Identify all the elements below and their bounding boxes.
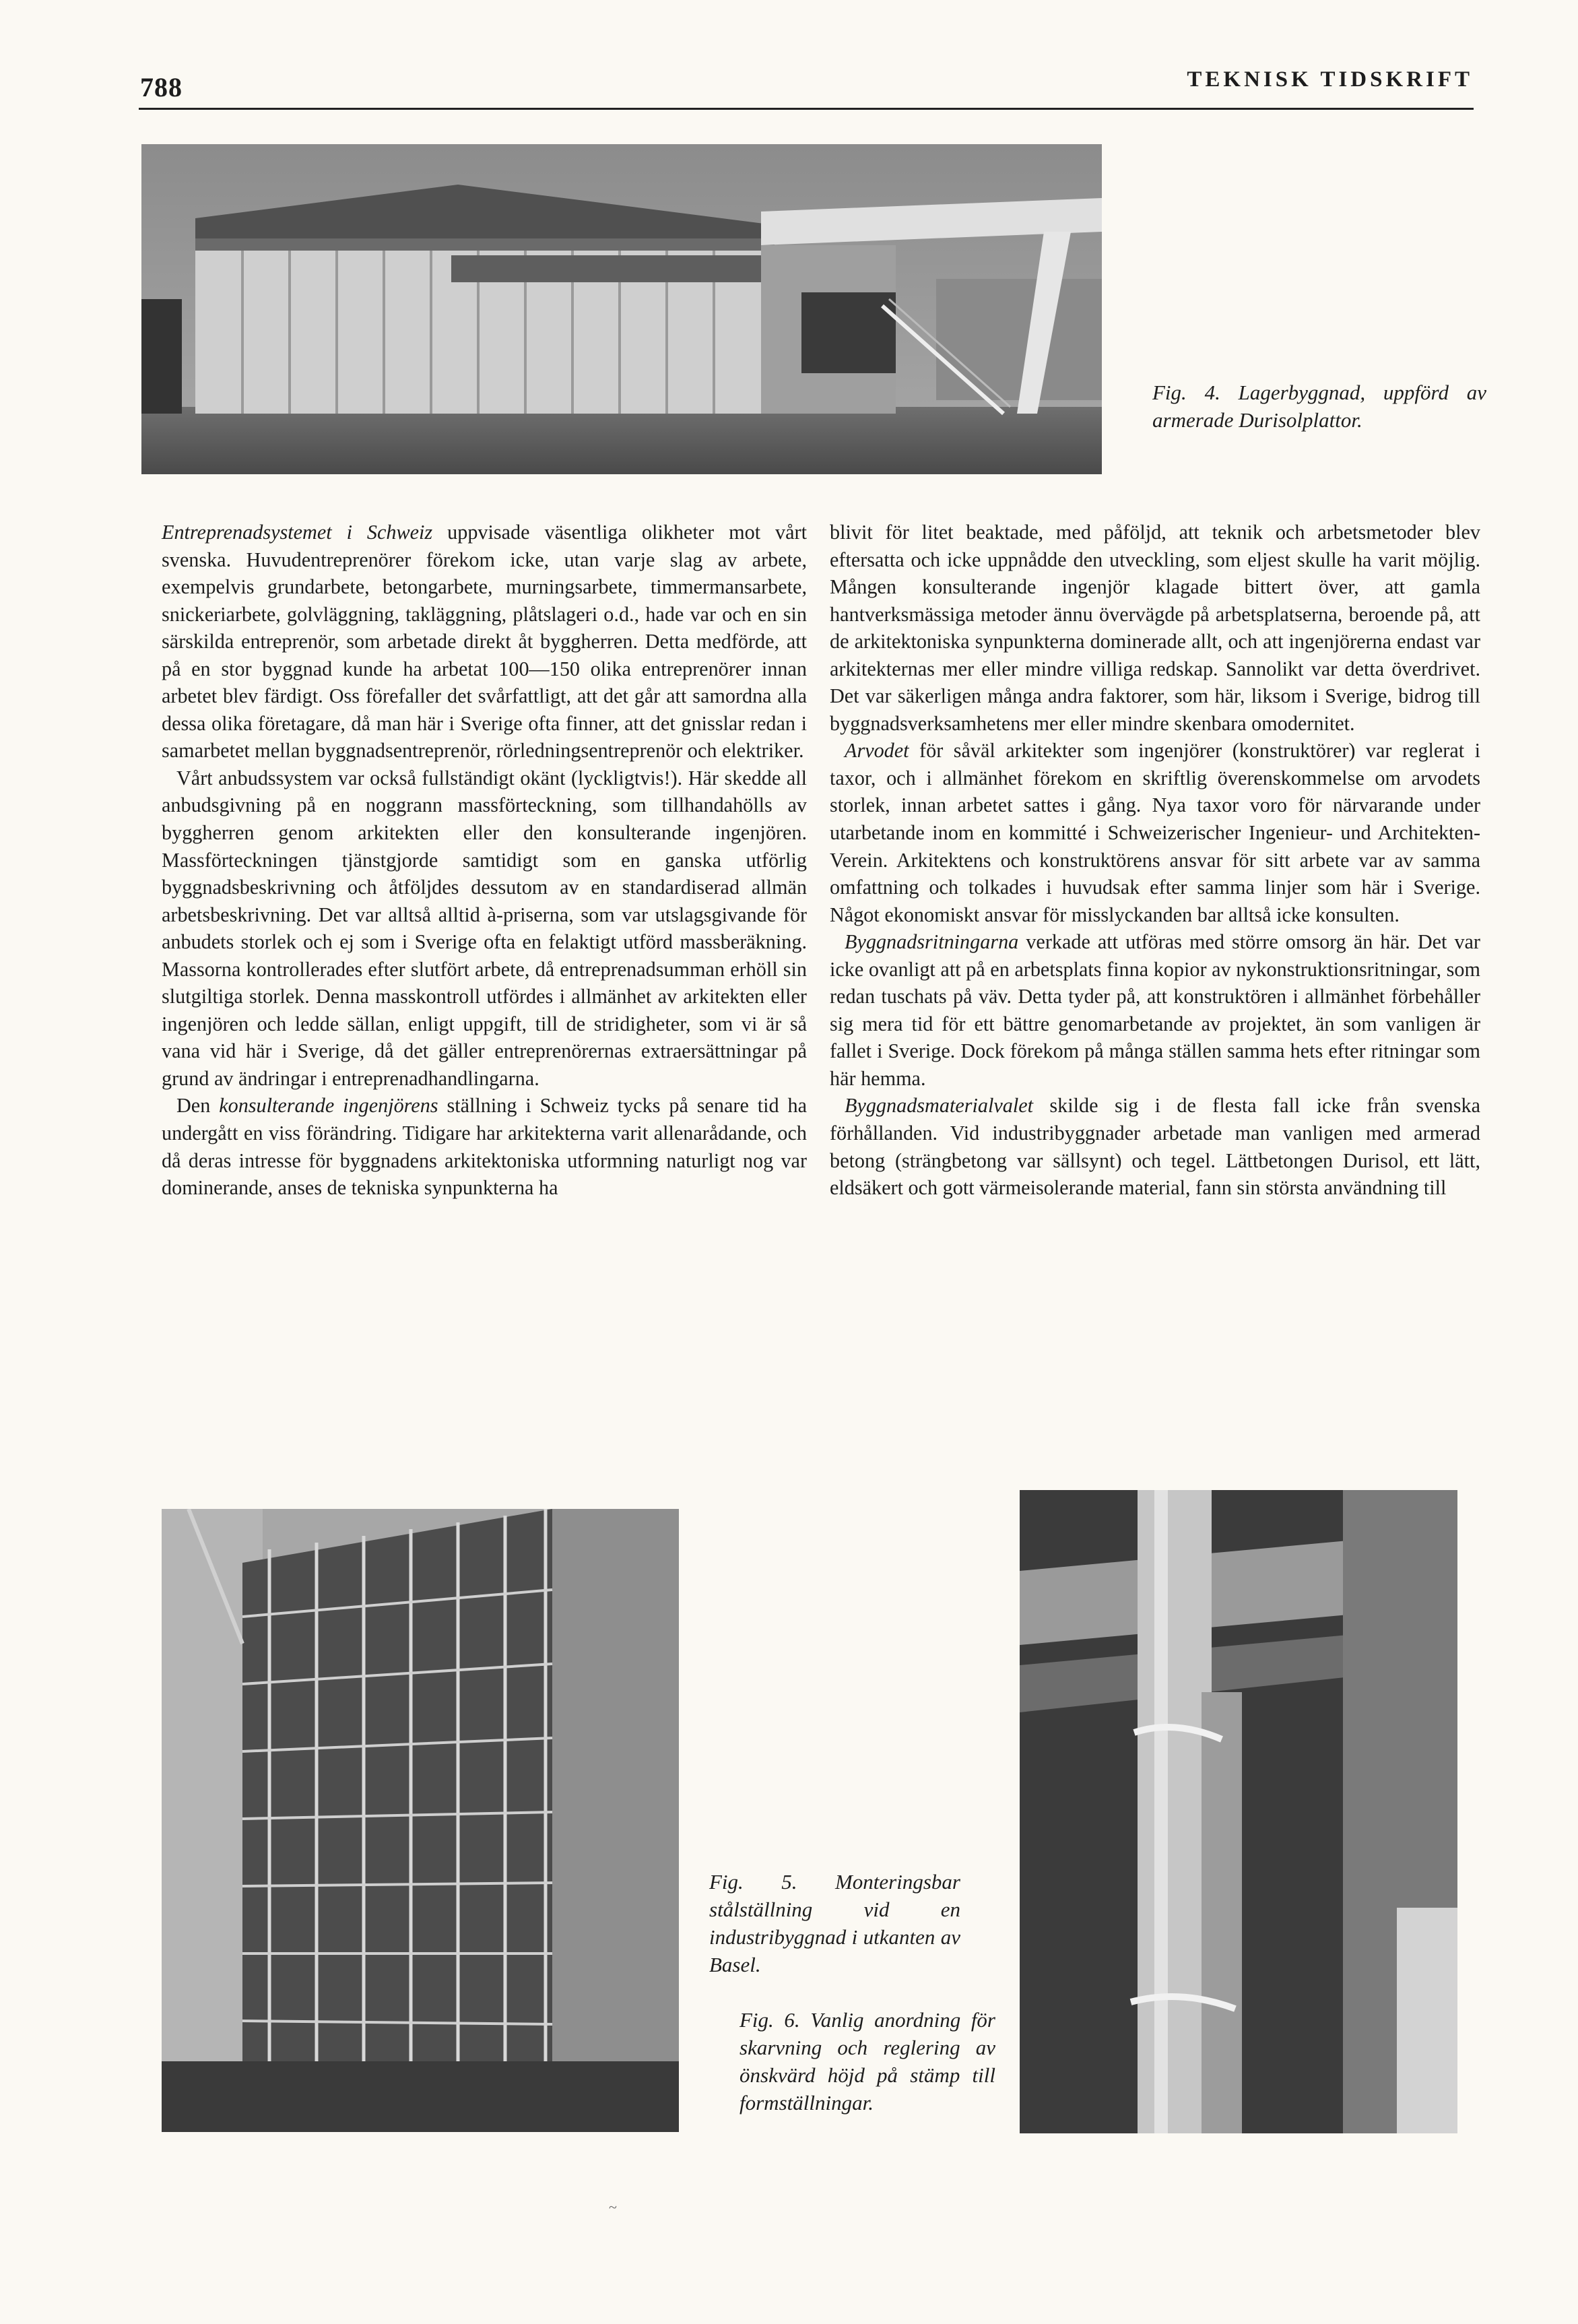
paragraph-text: ställning i Schweiz tycks på senare tid ha undergått en viss förändring. Tidigare har arkitekterna varit allenarådande, och då deras intresse för byggnadens arkitektoniska utformning naturligt nog var dominerande, anses de tekniska synpunkterna ha (162, 1094, 808, 1200)
paragraph: blivit för litet beaktade, med påföljd, att teknik och arbetsmetoder blev eftersatta och icke uppnådde den utveckling, som eljest skulle ha varit möjlig. Mången konsulterande ingenjör klagade bittert över, att gamla hantverksmässiga metoder ännu övervägde på arbetsplatserna, beroende på, att de arkitektoniska synpunkterna dominerade allt, och att ingenjörerna endast var arkitekternas mer eller mindre villiga redskap. Sannolikt var detta överdrivet. Det var säkerligen många andra faktorer, som här, liksom i Sverige, bidrog till byggnadsverksamhetens mer eller mindre skenbara omodernitet. (830, 521, 1480, 735)
section-lead: Entreprenadsystemet i Schweiz (162, 521, 433, 544)
text-column-right (830, 519, 1480, 1202)
paragraph (162, 1092, 807, 1201)
fig5-scaffolding-photo (162, 1509, 679, 2132)
paragraph (830, 1092, 1480, 1201)
fig6-caption: Fig. 6. Vanlig anordning för skarvning och reglering av önskvärd höjd på stämp till formställningar. (739, 2008, 995, 2115)
fig5-caption: Fig. 5. Monteringsbar stålställning vid en industribyggnad i utkanten av Basel. (709, 1870, 960, 1976)
fig6-prop-splice-photo (1020, 1490, 1457, 2133)
paragraph (830, 928, 1480, 1092)
paragraph-text: uppvisade väsentliga olikheter mot vårt svenska. Huvudentreprenörer förekom icke, utan varje slag av arbete, exempelvis grundarbete, betongarbete, murningsarbete, timmermansarbete, snickeriarbete, golvläggning, takläggning, plåtslageri o.d., hade var och en sin särskilda entreprenör, som arbetade direkt åt byggherren. Detta medförde, att på en stor byggnad kunde ha arbetat 100—150 olika entreprenörer innan arbetet blev färdigt. Oss förefaller det svårfattligt, att det går att samordna alla dessa olika företagare, då man här i Sverige ofta finner, att det gnisslar redan i samarbetet mellan byggnadsentreprenör, rörledningsentreprenör och elektriker. (162, 521, 807, 763)
page-number: 788 (140, 72, 183, 102)
fig4-caption: Fig. 4. Lagerbyggnad, uppförd av armerade Durisolplattor. (1152, 381, 1486, 432)
paragraph: Vårt anbudssystem var också fullständigt okänt (lyckligtvis!). Här skedde all anbudsgivning på en noggrann massförteckning, som tillhandahölls av byggherren genom arkitekten eller den konsulterande ingenjören. Massförteckningen tjänstgjorde samtidigt som en ganska utförlig byggnadsbeskrivning och åtföljdes dessutom av en standardiserad allmän arbetsbeskrivning. Det var alltså alltid à-priserna, som var utslagsgivande för anbudets storlek och ej som i Sverige ofta en felaktigt utförd massberäkning. Massorna kontrollerades efter slutfört arbete, då entreprenadsumman erhöll sin slutgiltiga storlek. Denna masskontroll utfördes i allmänhet av arkitekten eller ingenjören och ledde sällan, enligt uppgift, till de stridigheter, som vi är så vana vid här i Sverige, då det gäller entreprenörernas extraersättningar på grund av ändringar i entreprenadhandlingarna. (162, 766, 807, 1090)
section-lead: Arvodet (845, 739, 909, 763)
paragraph-text: för såväl arkitekter som ingenjörer (konstruktörer) var reglerat i taxor, och i allmänhet förekom en skriftlig överenskommelse om arvodets storlek, innan arbetet sattes i gång. Nya taxor voro för närvarande under utarbetande inom en kommitté i Schweizerischer Ingenieur- und Architekten-Verein. Arkitektens och konstruktörens ansvar för sitt arbete var av samma omfattning och tolkades i huvudsak efter samma linjer som här i Sverige. Något ekonomiskt ansvar för misslyckanden bar alltså icke konsulten. (830, 739, 1480, 926)
text-column-left (162, 519, 807, 1202)
paragraph-text: verkade att utföras med större omsorg än här. Det var icke ovanligt att på en arbetsplats finna kopior av nykonstruktionsritningar, som redan tuschats på väv. Detta tyder på, att konstruktören i allmänhet förbehåller sig mera tid för ett bättre genomarbetande av projektet, än som vanligen är fallet i Sverige. Dock förekom på många ställen samma hets efter ritningar som här hemma. (830, 930, 1480, 1090)
paragraph (162, 519, 807, 765)
fig4-warehouse-photo (141, 144, 1102, 474)
paragraph-text: Den (176, 1094, 220, 1118)
header-rule (139, 108, 1474, 110)
paragraph-text: skilde sig i de flesta fall icke från svenska förhållanden. Vid industribyggnader arbetade man vanligen med armerad betong (strängbetong var sällsynt) och tegel. Lättbetongen Durisol, ett lätt, eldsäkert och gott värmeisolerande material, fann sin största användning till (830, 1094, 1480, 1200)
scan-mark: ~ (609, 2199, 617, 2216)
paragraph (830, 737, 1480, 928)
journal-title: TEKNISK TIDSKRIFT (1187, 67, 1473, 92)
section-lead: Byggnadsritningarna (845, 930, 1019, 954)
section-lead: Byggnadsmaterialvalet (845, 1094, 1034, 1118)
section-lead: konsulterande ingenjörens (219, 1094, 438, 1118)
